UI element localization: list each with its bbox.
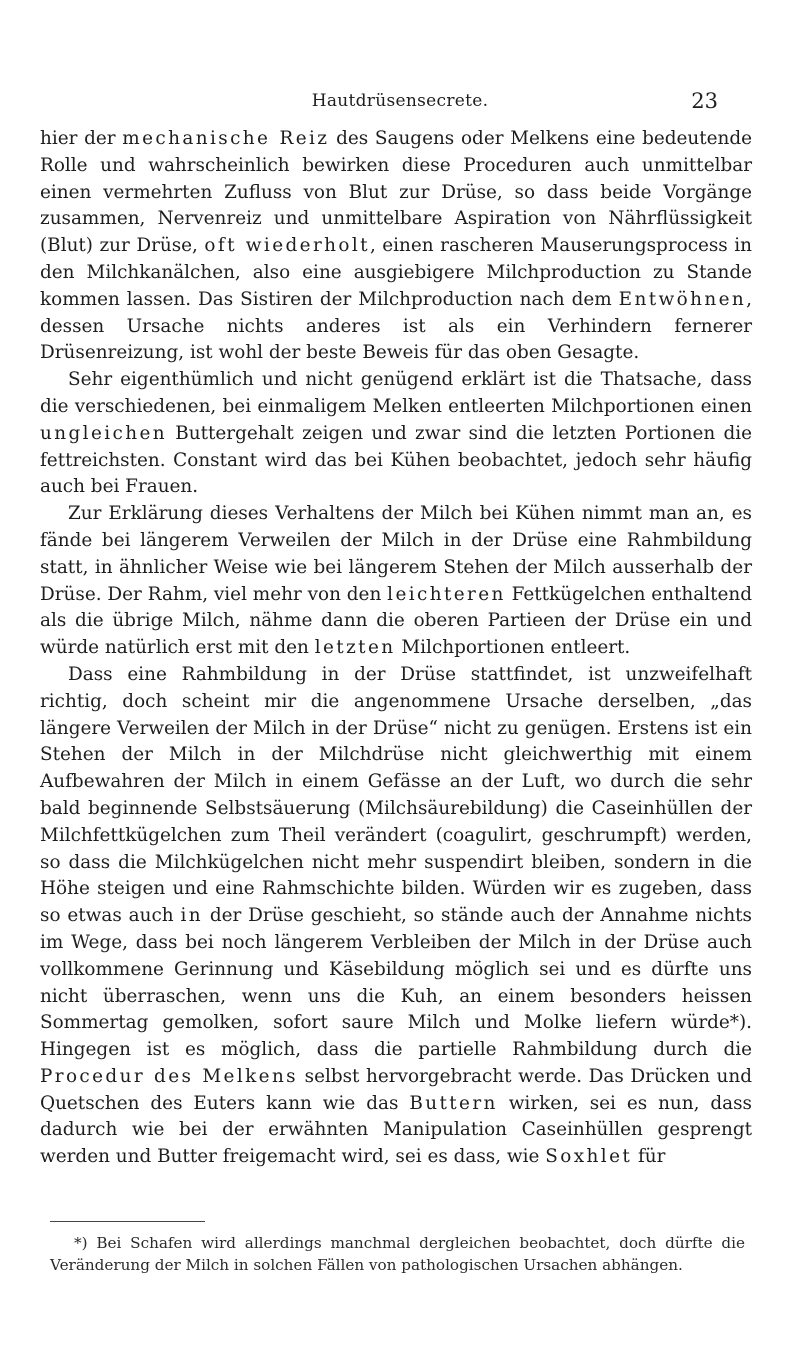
emphasis-run: Buttern	[409, 1092, 498, 1114]
emphasis-run: mechanische Reiz	[122, 128, 330, 149]
text-run: Milchportionen entleert.	[395, 637, 631, 659]
emphasis-run: Procedur des Melkens	[40, 1065, 299, 1087]
text-run: , dessen Ursache nichts anderes ist als ein Verhindern fernerer Drüsenreizung, ist wohl der beste Beweis für das oben Gesagte.	[40, 288, 752, 364]
emphasis-run: ungleichen	[40, 422, 167, 444]
text-run: des Saugens oder Melkens eine bedeutende Rolle und wahrscheinlich bewirken diese Proceduren auch unmittelbar einen vermehrten Zufluss von Blut zur Drüse, so dass beide Vorgänge zusammen, Nervenreiz und unmittelbare Aspiration von Nährflüssigkeit (Blut) zur Drüse,	[40, 128, 752, 257]
page-number: 23	[691, 89, 718, 113]
footnote-divider	[50, 1221, 205, 1222]
text-run: selbst hervorgebracht werde. Das Drücken und Quetschen des Euters kann wie das	[40, 1065, 752, 1114]
emphasis-run: in	[180, 905, 203, 927]
emphasis-run: leichteren	[387, 583, 506, 605]
paragraph	[40, 367, 752, 501]
text-run: wirken, sei es nun, dass dadurch wie bei der erwähnten Manipulation Caseinhüllen gesprengt werden und Butter freigemacht wird, sei es dass, wie	[40, 1092, 752, 1168]
emphasis-run: Entwöhnen	[618, 288, 747, 310]
emphasis-run: Soxhlet	[545, 1146, 633, 1168]
text-run: Sehr eigenthümlich und nicht genügend erklärt ist die Thatsache, dass die verschiedenen, bei einmaligem Melken entleerten Milchportionen einen	[40, 369, 752, 417]
text-run: Dass eine Rahmbildung in der Drüse stattfindet, ist unzweifelhaft richtig, doch scheint mir die angenommene Ursache derselben, „das längere Verweilen der Milch in der Drüse“ nicht zu genügen. Erstens ist ein Stehen der Milch in der Milchdrüse nicht gleichwerthig mit einem Aufbewahren der Milch in einem Gefässe an der Luft, wo durch die sehr bald beginnende Selbstsäuerung (Milchsäurebildung) die Caseinhüllen der Milchfettkügelchen zum Theil verändert (coagulirt, geschrumpft) werden, so dass die Milchkügelchen nicht mehr suspendirt bleiben, sondern in die Höhe steigen und eine Rahmschichte bilden. Würden wir es zugeben, dass so etwas auch	[40, 663, 752, 927]
paragraph	[40, 662, 752, 1171]
text-run: hier der	[40, 128, 123, 149]
footnote-text: *) Bei Schafen wird allerdings manchmal dergleichen beobachtet, doch dürfte die Veränderung der Milch in solchen Fällen von pathologischen Ursachen abhängen.	[50, 1234, 745, 1274]
text-run: Buttergehalt zeigen und zwar sind die letzten Portionen die fettreichsten. Constant wird das bei Kühen beobachtet, jedoch sehr häufig auch bei Frauen.	[40, 422, 752, 498]
text-run: Fettkügelchen enthaltend als die übrige Milch, nähme dann die oberen Partieen der Drüse ein und würde natürlich erst mit den	[40, 583, 752, 659]
text-run: für	[632, 1146, 666, 1168]
text-run: Zur Erklärung dieses Verhaltens der Milch bei Kühen nimmt man an, es fände bei längerem Verweilen der Milch in der Drüse eine Rahmbildung statt, in ähnlicher Weise wie bei längerem Stehen der Milch ausserhalb der Drüse. Der Rahm, viel mehr von den	[40, 503, 752, 605]
paragraph	[40, 501, 752, 662]
running-title: Hautdrüsensecrete.	[311, 91, 489, 111]
text-run: der Drüse geschieht, so stände auch der Annahme nichts im Wege, dass bei noch längerem Verbleiben der Milch in der Drüse auch vollkommene Gerinnung und Käsebildung möglich sei und es dürfte uns nicht überraschen, wenn uns die Kuh, an einem besonders heissen Sommertag gemolken, sofort saure Milch und Molke liefern würde*). Hingegen ist es möglich, dass die partielle Rahmbildung durch die	[40, 905, 752, 1061]
footnote	[50, 1233, 745, 1276]
text-run: , einen rascheren Mauserungsprocess in den Milchkanälchen, also eine ausgiebigere Milchproduction zu Stande kommen lassen. Das Sistiren der Milchproduction nach dem	[40, 235, 752, 310]
running-header	[0, 91, 800, 121]
emphasis-run: oft wiederholt	[204, 235, 370, 257]
emphasis-run: letzten	[314, 637, 396, 659]
paragraph	[40, 126, 752, 367]
body-text	[40, 126, 752, 1171]
